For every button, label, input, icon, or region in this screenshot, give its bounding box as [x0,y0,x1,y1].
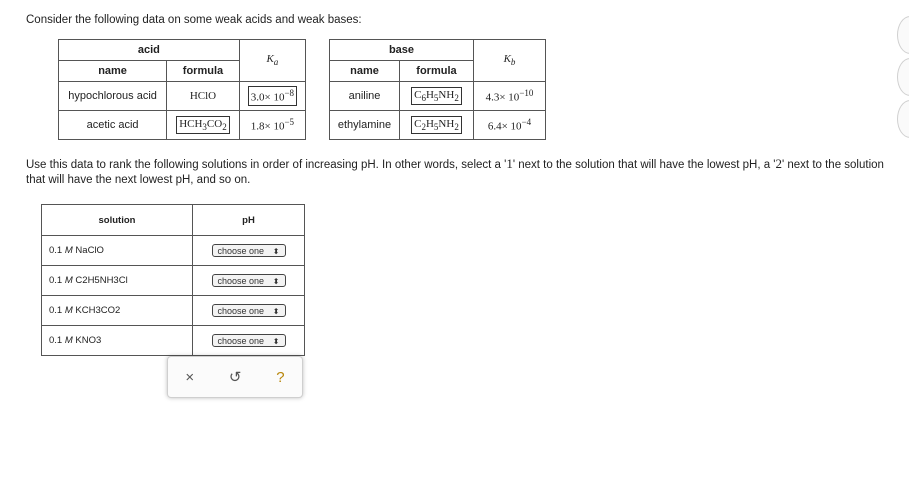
side-widget[interactable] [897,100,909,138]
table-row [42,236,305,266]
updown-arrow-icon: ⬍ [272,337,280,346]
table-row [42,266,305,296]
acid-name: acetic acid [59,111,167,140]
base-table [329,39,546,140]
ph-header: pH [193,205,305,236]
updown-arrow-icon: ⬍ [272,307,280,316]
ka-header: $K_a$ [239,40,305,82]
base-formula: $C_6H_5NH_2$ [399,82,473,111]
solution-label: 0.1 M KNO3 [42,326,193,356]
side-widget[interactable] [897,58,909,96]
base-formula: $C_2H_5NH_2$ [399,111,473,140]
base-name: ethylamine [330,111,400,140]
answer-toolbar [167,356,303,398]
solution-label: 0.1 M KCH3CO2 [42,296,193,326]
acid-name: hypochlorous acid [59,82,167,111]
ka-value: $3.0\times 10^{-8}$ [239,82,305,111]
help-icon[interactable]: ? [276,368,285,386]
ph-select-potassium-acetate[interactable]: choose one ⬍ [212,304,286,317]
table-row [42,296,305,326]
table-row [330,111,546,140]
rank-table [41,204,305,356]
acid-group-header: acid [59,40,240,61]
solution-label: 0.1 M C2H5NH3Cl [42,266,193,296]
instructions-text: Use this data to rank the following solutions in order of increasing pH. In other words, select a '1' next to the solution that will have the lowest pH, a '2' next to the solution that will have the next lowest pH, and so on. [26,156,884,186]
base-name-header: name [330,61,400,82]
table-row [42,326,305,356]
ka-value: $1.8\times 10^{-5}$ [239,111,305,140]
table-row [330,82,546,111]
clear-icon[interactable]: × [185,368,195,386]
table-row [59,111,306,140]
ph-select-kno3[interactable]: choose one ⬍ [212,334,286,347]
kb-value: $4.3\times 10^{-10}$ [473,82,545,111]
undo-icon[interactable]: ↺ [228,369,242,386]
solution-label: 0.1 M NaClO [42,236,193,266]
kb-header: $K_b$ [473,40,545,82]
side-widget[interactable] [897,16,909,54]
acid-table [58,39,306,140]
acid-name-header: name [59,61,167,82]
ph-cell [193,326,305,356]
ph-cell [193,266,305,296]
base-group-header: base [330,40,474,61]
ph-cell [193,296,305,326]
acid-formula: HClO [167,82,240,111]
base-name: aniline [330,82,400,111]
ph-cell [193,236,305,266]
kb-value: $6.4\times 10^{-4}$ [473,111,545,140]
table-row [59,82,306,111]
intro-text: Consider the following data on some weak acids and weak bases: [26,14,362,26]
acid-formula: $HCH_3CO_2$ [167,111,240,140]
updown-arrow-icon: ⬍ [272,247,280,256]
updown-arrow-icon: ⬍ [272,277,280,286]
ph-select-ethylammonium-chloride[interactable]: choose one ⬍ [212,274,286,287]
acid-formula-header: formula [167,61,240,82]
solution-header: solution [42,205,193,236]
base-formula-header: formula [399,61,473,82]
ph-select-naclo[interactable]: choose one ⬍ [212,244,286,257]
